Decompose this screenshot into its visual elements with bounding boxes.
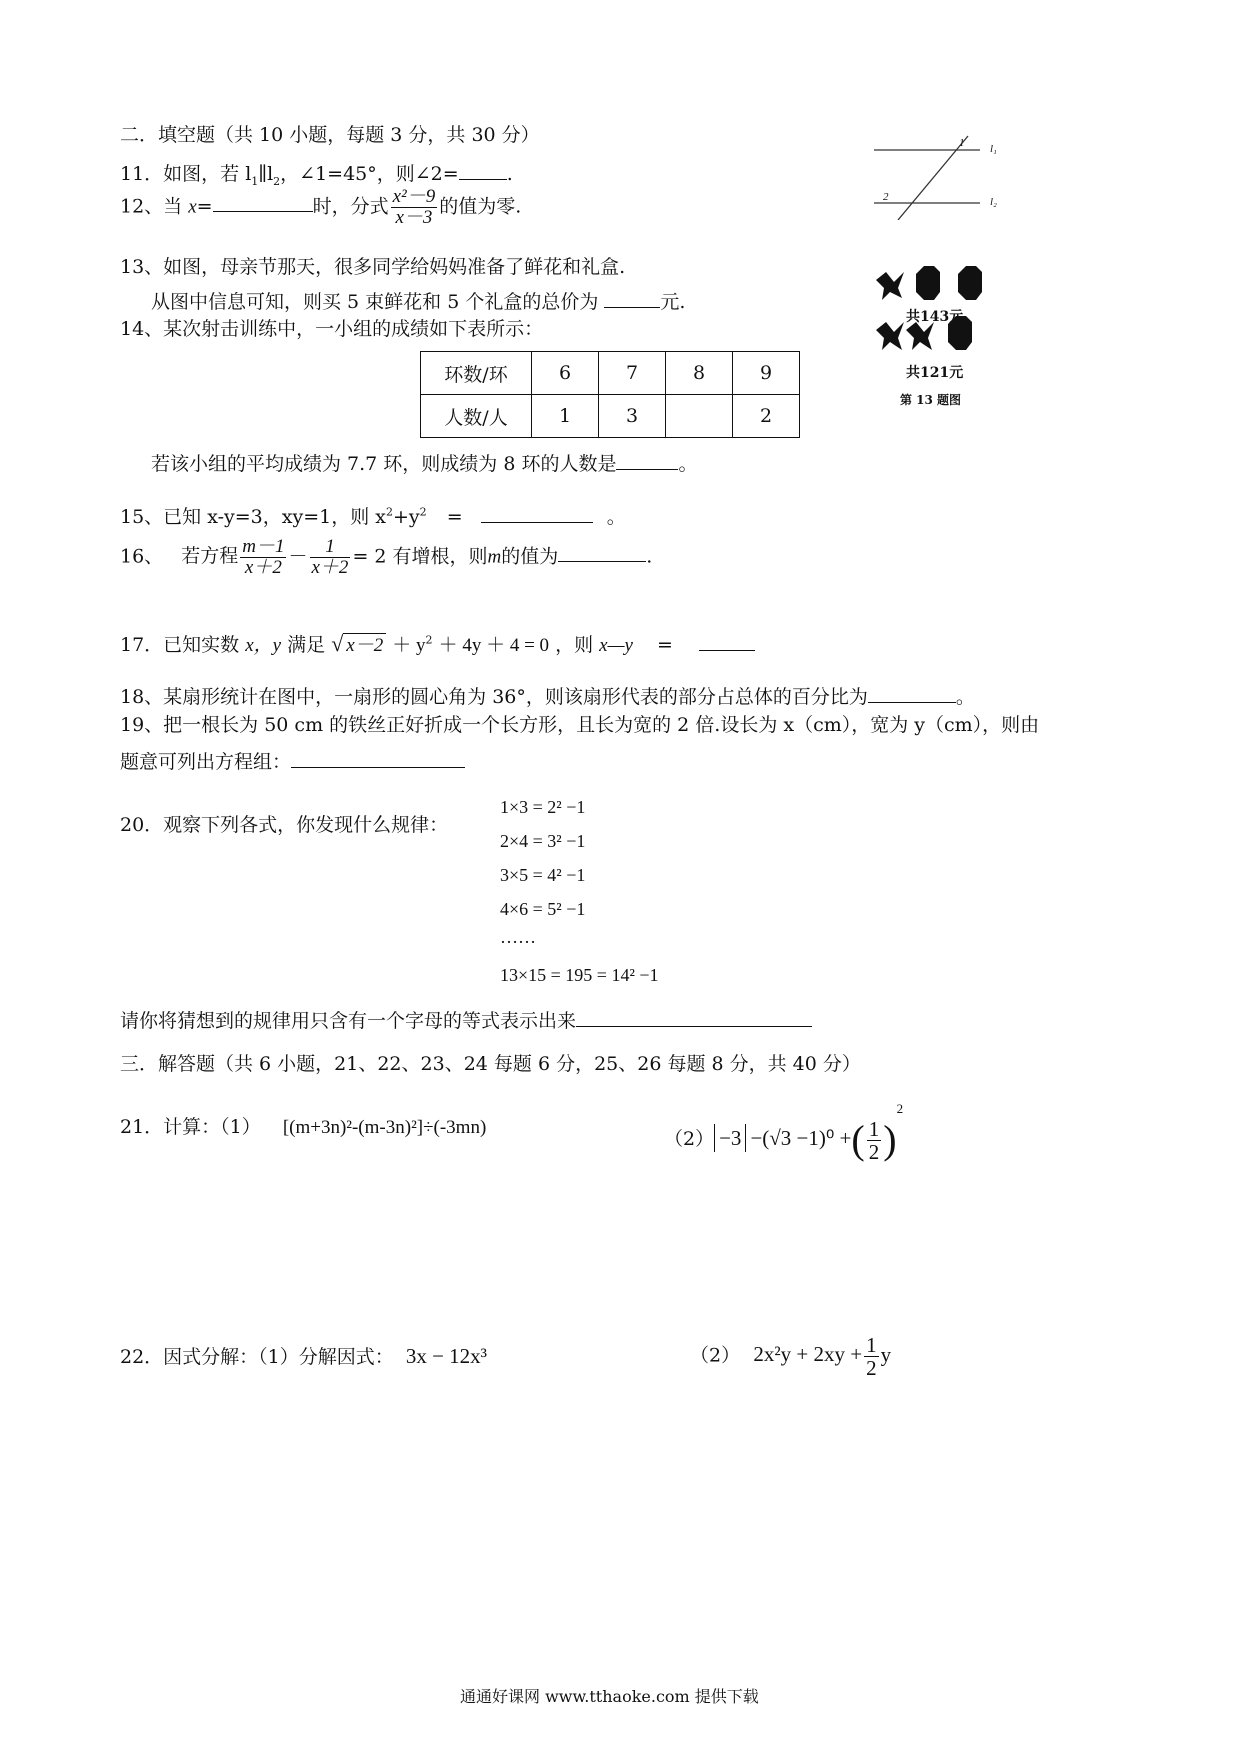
q17-radicand: x－2 xyxy=(343,633,386,656)
figure-caption: 第 13 题图 xyxy=(900,393,962,407)
question-21-part2 xyxy=(664,1102,903,1163)
q17-answer-blank[interactable] xyxy=(699,632,755,651)
q20-equation: 2×4 = 3² −1 xyxy=(500,831,586,851)
q16-fraction-2 xyxy=(310,537,351,578)
question-14-ask xyxy=(151,451,697,474)
q20-prompt-text: 请你将猜想到的规律用只含有一个字母的等式表示出来 xyxy=(120,1010,577,1032)
q15-text-d: 。 xyxy=(606,506,626,528)
table-cell: 6 xyxy=(532,352,599,395)
parallel-lines-figure xyxy=(868,130,1008,220)
flower-icon xyxy=(876,322,904,350)
q18-text-b: 。 xyxy=(955,686,975,708)
table-cell: 8 xyxy=(666,352,733,395)
q20-equation: 3×5 = 4² −1 xyxy=(500,865,586,885)
q13-answer-blank[interactable] xyxy=(604,289,660,308)
q12-answer-blank[interactable] xyxy=(213,193,313,212)
q16-text-a: 16、 xyxy=(120,545,164,568)
label-l2: l₂ xyxy=(990,196,997,208)
q11-answer-blank[interactable] xyxy=(459,161,507,180)
q16-minus: － xyxy=(288,546,308,568)
q12-equals: = xyxy=(196,195,213,218)
q14-answer-blank[interactable] xyxy=(616,451,678,470)
q16-numerator-2: 1 xyxy=(310,537,351,558)
section-3-heading: 三．解答题（共 6 小题，21、22、23、24 每题 6 分，25、26 每题 8 分，共 40 分） xyxy=(120,1053,861,1075)
q20-ellipsis: …… xyxy=(500,927,536,947)
angle-1-label: 1 xyxy=(959,137,965,149)
q14-text-b: 。 xyxy=(678,453,698,475)
q12-fraction xyxy=(391,187,438,228)
q18-answer-blank[interactable] xyxy=(868,684,956,703)
gift-box-icon xyxy=(916,266,940,300)
q12-text-d: 的值为零. xyxy=(439,195,522,218)
q14-text-a: 若该小组的平均成绩为 7.7 环，则成绩为 8 环的人数是 xyxy=(151,453,617,475)
right-paren: ) xyxy=(883,1117,897,1163)
q11-text-d: . xyxy=(506,163,513,185)
q22-label: 22．因式分解：（1）分解因式： xyxy=(120,1346,394,1368)
q13-text-b: 元. xyxy=(660,291,686,313)
price-label-1: 共143元 xyxy=(906,309,964,325)
q21-expression-1: [(m+3n)²-(m-3n)²]÷(-3mn) xyxy=(282,1117,487,1138)
table-cell[interactable] xyxy=(666,395,733,438)
table-cell: 2 xyxy=(733,395,800,438)
left-paren: ( xyxy=(851,1117,865,1163)
q16-denominator-2: x＋2 xyxy=(311,556,349,578)
q17-equals: = xyxy=(656,634,673,656)
q17-text-c: ＋ y xyxy=(392,635,426,656)
label-l1: l₁ xyxy=(990,143,997,155)
question-13-line2 xyxy=(151,289,685,312)
q16-denominator-1: x＋2 xyxy=(244,556,282,578)
q12-text-a: 12、当 xyxy=(120,195,183,218)
question-20-prompt xyxy=(120,1008,812,1031)
q15-equals: = xyxy=(446,506,463,528)
q16-var-m: m xyxy=(487,546,502,568)
question-20-intro: 20．观察下列各式，你发现什么规律： xyxy=(120,814,449,836)
q22-half-num: 1 xyxy=(866,1333,877,1357)
gift-box-icon xyxy=(958,266,982,300)
score-table xyxy=(420,351,800,438)
q21-label-2: （2） xyxy=(664,1128,715,1150)
q17-text-f: x—y xyxy=(599,635,633,656)
footer-text: 通通好课网 www.tthaoke.com 提供下载 xyxy=(460,1687,759,1706)
q19-text: 题意可列出方程组： xyxy=(120,751,292,773)
q18-text-a: 18、某扇形统计在图中，一扇形的圆心角为 36°，则该扇形代表的部分占总体的百分比为 xyxy=(120,686,868,708)
sqrt-icon: √ xyxy=(331,631,344,656)
q17-text-b: 满足 xyxy=(287,634,326,656)
q16-text-c: = 2 有增根，则 xyxy=(352,545,488,568)
q16-text-e: 的值为 xyxy=(501,545,559,568)
q13-text-a: 从图中信息可知，则买 5 束鲜花和 5 个礼盒的总价为 xyxy=(151,291,599,313)
q16-fraction-1 xyxy=(240,537,286,578)
price-label-2: 共121元 xyxy=(906,365,964,381)
q12-text-c: 时，分式 xyxy=(312,195,389,218)
q15-text-a: 15、已知 x-y=3，xy=1，则 x xyxy=(120,506,386,528)
q12-var-x: x xyxy=(188,196,197,218)
q20-equation: 1×3 = 2² −1 xyxy=(500,797,586,817)
q17-text-e: ，则 xyxy=(555,634,594,656)
question-19-line1: 19、把一根长为 50 cm 的铁丝正好折成一个长方形，且长为宽的 2 倍.设长为 x（cm），宽为 y（cm），则由 xyxy=(120,714,1040,736)
q11-text-b: ∥l xyxy=(258,163,274,185)
q16-text-f: . xyxy=(646,545,653,568)
q16-answer-blank[interactable] xyxy=(558,543,646,562)
q11-text-c: ，∠1=45°，则∠2= xyxy=(280,163,459,185)
question-14-intro: 14、某次射击训练中，一小组的成绩如下表所示： xyxy=(120,318,544,340)
q15-text-b: +y xyxy=(392,506,420,528)
q11-text-a: 11．如图，若 l xyxy=(120,163,252,185)
question-22-part2 xyxy=(690,1334,891,1379)
q16-text-b: 若方程 xyxy=(181,545,239,568)
q22-half-den: 2 xyxy=(866,1356,877,1381)
q16-numerator-1: m－1 xyxy=(242,536,285,557)
q21-half-num: 1 xyxy=(868,1116,880,1141)
q20-equation: 13×15 = 195 = 14² −1 xyxy=(500,965,659,985)
table-header-rings: 环数/环 xyxy=(421,352,532,395)
question-16 xyxy=(120,537,652,578)
q20-answer-blank[interactable] xyxy=(576,1008,812,1027)
q21-half-den: 2 xyxy=(868,1139,880,1164)
table-row xyxy=(421,352,800,395)
q21-abs-value: −3 xyxy=(714,1124,746,1152)
q15-answer-blank[interactable] xyxy=(481,504,593,523)
q22-expression-2: 2x²y + 2xy + xyxy=(753,1342,863,1367)
q12-numerator: x²－9 xyxy=(392,186,436,207)
flower-icon xyxy=(876,272,904,300)
q22-half xyxy=(864,1334,879,1379)
q21-exponent: 2 xyxy=(896,1101,904,1116)
table-cell: 1 xyxy=(532,395,599,438)
question-11: 11．如图，若 $l_1\parallel l_2$，∠1=45°，则∠2= . xyxy=(120,163,513,188)
question-21-part1 xyxy=(120,1118,486,1137)
question-12 xyxy=(120,187,521,228)
table-cell: 3 xyxy=(599,395,666,438)
q19-answer-blank[interactable] xyxy=(291,749,465,768)
question-15: 15、已知 x-y=3，xy=1，则 $x^2+y^2$ = 。 xyxy=(120,505,626,528)
angle-2-label: 2 xyxy=(883,191,889,203)
q17-vars: x，y xyxy=(245,635,282,656)
table-cell: 7 xyxy=(599,352,666,395)
q21-label: 21．计算：（1） xyxy=(120,1116,261,1138)
q12-denominator: x－3 xyxy=(395,206,433,228)
q21-middle: −(√3 −1)⁰ + xyxy=(750,1126,852,1150)
q21-half xyxy=(867,1118,882,1163)
section-2-heading: 二．填空题（共 10 小题，每题 3 分，共 30 分） xyxy=(120,124,540,146)
q22-label-2: （2） xyxy=(690,1344,741,1367)
q17-text-d: ＋ 4y ＋ 4 = 0 xyxy=(438,635,550,656)
table-header-people: 人数/人 xyxy=(421,395,532,438)
question-17: 17．已知实数 x，y 满足 √ $x-2 + y^2 + 4y + 4 = 0$ ，则 x—y = xyxy=(120,632,755,655)
q22-tail: y xyxy=(880,1342,892,1367)
flower-icon xyxy=(906,322,934,350)
question-19-line2 xyxy=(120,749,465,772)
q22-expression-1: 3x − 12x³ xyxy=(405,1344,487,1368)
transversal-line xyxy=(898,136,968,220)
question-18 xyxy=(120,684,975,707)
table-row xyxy=(421,395,800,438)
q17-text-a: 17．已知实数 xyxy=(120,634,240,656)
q20-equation: 4×6 = 5² −1 xyxy=(500,899,586,919)
question-13-line1: 13、如图，母亲节那天，很多同学给妈妈准备了鲜花和礼盒. xyxy=(120,256,626,278)
question-22-part1 xyxy=(120,1346,487,1367)
table-cell: 9 xyxy=(733,352,800,395)
